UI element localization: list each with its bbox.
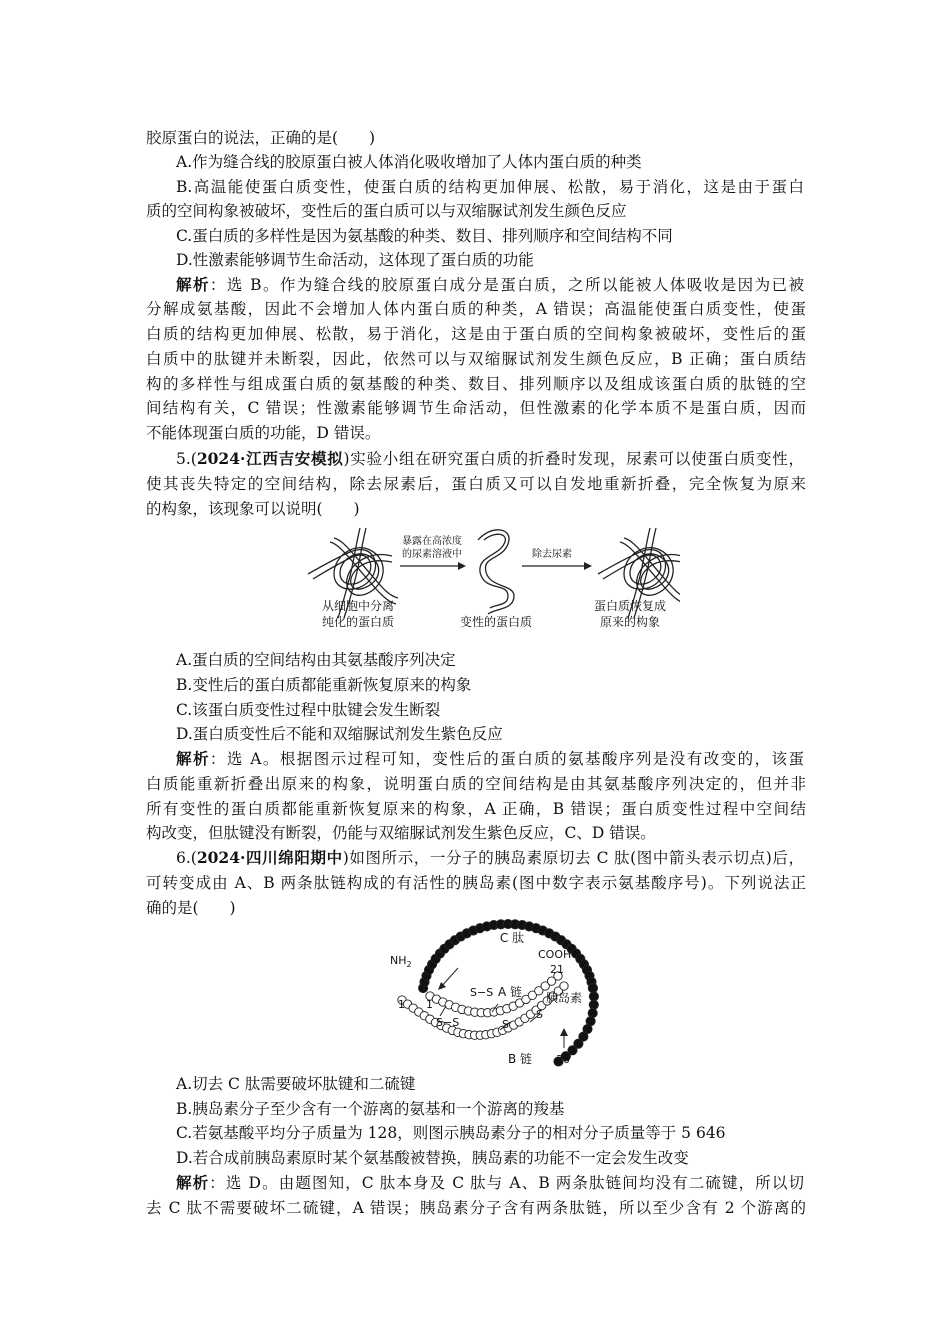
q6-stem-line: 可转变成由 A、B 两条肽链构成的有活性的胰岛素(图中数字表示氨基酸序号)。下列说法正 bbox=[146, 874, 806, 892]
q5-stem-line: 的构象，该现象可以说明( ) bbox=[146, 500, 360, 518]
q5-analysis-line: 构改变，但肽键没有断裂，仍能与双缩脲试剂发生紫色反应，C、D 错误。 bbox=[146, 824, 656, 842]
q5-source: 2024·江西吉安模拟 bbox=[196, 449, 344, 468]
analysis-label: 解析 bbox=[176, 749, 210, 768]
q4-option-b: B.高温能使蛋白质变性，使蛋白质的结构更加伸展、松散，易于消化，这是由于蛋白 bbox=[176, 178, 804, 196]
amino-acid-bead bbox=[589, 1000, 598, 1009]
arrow1-label-2: 的尿素溶液中 bbox=[402, 549, 462, 560]
proinsulin-figure bbox=[380, 918, 620, 1070]
q5-option-a: A.蛋白质的空间结构由其氨基酸序列决定 bbox=[176, 651, 456, 669]
q5-stem-line: 使其丧失特定的空间结构，除去尿素后，蛋白质又可以自发地重新折叠，完全恢复为原来 bbox=[146, 475, 806, 493]
q4-analysis-line: 分解成氨基酸，因此不会增加人体内蛋白质的种类，A 错误；高温能使蛋白质变性，使蛋 bbox=[146, 300, 806, 318]
residue-1-b-label: 1 bbox=[398, 998, 405, 1011]
b-chain-label: B 链 bbox=[508, 1052, 533, 1066]
q5-stem: 5.(2024·江西吉安模拟)实验小组在研究蛋白质的折叠时发现，尿素可以使蛋白质变性， bbox=[176, 449, 804, 468]
q6-option-d: D.若合成前胰岛素原时某个氨基酸被替换，胰岛素的功能不一定会发生改变 bbox=[176, 1149, 689, 1167]
q4-option-d: D.性激素能够调节生命活动，这体现了蛋白质的功能 bbox=[176, 251, 534, 269]
residue-30-label: 30 bbox=[556, 1053, 570, 1066]
arrowhead-1 bbox=[458, 562, 466, 570]
disulfide-label-1: S−S bbox=[470, 986, 494, 999]
q4-analysis-line: 白质中的肽键并未断裂，因此，依然可以与双缩脲试剂发生颜色反应，B 正确；蛋白质结 bbox=[146, 350, 806, 368]
q6-option-b: B.胰岛素分子至少含有一个游离的氨基和一个游离的羧基 bbox=[176, 1100, 565, 1118]
insulin-label: 胰岛素 bbox=[546, 991, 583, 1005]
q5-option-b: B.变性后的蛋白质都能重新恢复原来的构象 bbox=[176, 676, 472, 694]
caption-native-1: 从细胞中分离 bbox=[321, 599, 395, 613]
q6-stem-line: 确的是( ) bbox=[146, 899, 236, 917]
question-stem-continued: 胶原蛋白的说法，正确的是( ) bbox=[146, 129, 376, 147]
q4-option-a: A.作为缝合线的胶原蛋白被人体消化吸收增加了人体内蛋白质的种类 bbox=[176, 153, 642, 171]
q4-analysis-text: ：选 B。作为缝合线的胶原蛋白成分是蛋白质，之所以能被人体吸收是因为已被 bbox=[209, 276, 804, 294]
q4-analysis-line: 间结构有关，C 错误；性激素能够调节生命活动，但性激素的化学本质不是蛋白质，因而 bbox=[146, 399, 806, 417]
arrowhead-2 bbox=[584, 562, 592, 570]
q5-analysis-line: 解析：选 A。根据图示过程可知，变性后的蛋白质的氨基酸序列是没有改变的，该蛋 bbox=[176, 749, 804, 768]
caption-denatured: 变性的蛋白质 bbox=[459, 615, 533, 629]
q4-analysis-line: 构的多样性与组成蛋白质的氨基酸的种类、数目、排列顺序以及组成该蛋白质的肽链的空 bbox=[146, 375, 806, 393]
amino-acid-bead bbox=[560, 982, 568, 990]
q6-source: 2024·四川绵阳期中 bbox=[196, 848, 343, 867]
q4-option-b-cont: 质的空间构象被破坏，变性后的蛋白质可以与双缩脲试剂发生颜色反应 bbox=[146, 202, 627, 220]
q5-option-d: D.蛋白质变性后不能和双缩脲试剂发生紫色反应 bbox=[176, 725, 503, 743]
q6-option-a: A.切去 C 肽需要破坏肽键和二硫键 bbox=[176, 1075, 416, 1093]
arrow2-label: 除去尿素 bbox=[532, 549, 572, 560]
q5-analysis-line: 白质能重新折叠出原来的构象，说明蛋白质的空间结构是由其氨基酸序列决定的，但并非 bbox=[146, 775, 806, 793]
q4-analysis-line: 不能体现蛋白质的功能，D 错误。 bbox=[146, 424, 381, 442]
caption-native-2: 纯化的蛋白质 bbox=[321, 615, 395, 629]
analysis-label: 解析 bbox=[176, 275, 210, 294]
protein-folding-figure bbox=[300, 522, 680, 642]
analysis-label: 解析 bbox=[176, 1173, 210, 1192]
c-peptide-label: C 肽 bbox=[499, 931, 525, 945]
sulfur-label-1: S bbox=[502, 1018, 509, 1031]
residue-1-a-label: 1 bbox=[426, 998, 433, 1011]
q4-analysis-line bbox=[176, 274, 804, 296]
q6-analysis-line: 解析：选 D。由题图知，C 肽本身及 C 肽与 A、B 两条肽链间均没有二硫键，所以切 bbox=[176, 1173, 804, 1192]
amino-acid-bead bbox=[588, 984, 597, 993]
disulfide-label-2: S−S bbox=[436, 1016, 460, 1029]
cooh-label: COOH bbox=[538, 948, 572, 961]
q6-option-c: C.若氨基酸平均分子质量为 128，则图示胰岛素分子的相对分子质量等于 5 646 bbox=[176, 1124, 726, 1142]
a-chain-label: A 链 bbox=[498, 985, 523, 999]
residue-21-label: 21 bbox=[550, 963, 564, 976]
q4-option-c: C.蛋白质的多样性是因为氨基酸的种类、数目、排列顺序和空间结构不同 bbox=[176, 227, 673, 245]
caption-refolded-2: 原来的构象 bbox=[599, 615, 661, 629]
amino-acid-bead bbox=[589, 992, 598, 1001]
nh2-label: $NH_2$ bbox=[390, 954, 412, 969]
sulfur-label-2: S bbox=[536, 1008, 543, 1021]
q5-option-c: C.该蛋白质变性过程中肽键会发生断裂 bbox=[176, 701, 441, 719]
q4-analysis-line: 白质的结构更加伸展、松散，易于消化，这是由于蛋白质的空间构象被破坏，变性后的蛋 bbox=[146, 325, 806, 343]
q5-analysis-line: 所有变性的蛋白质都能重新恢复原来的构象，A 正确，B 错误；蛋白质变性过程中空间结 bbox=[146, 800, 806, 818]
cut-arrowhead-2 bbox=[560, 1028, 568, 1036]
q6-stem: 6.(2024·四川绵阳期中)如图所示，一分子的胰岛素原切去 C 肽(图中箭头表示切点)后， bbox=[176, 848, 804, 867]
caption-refolded-1: 蛋白质恢复成 bbox=[593, 599, 667, 613]
arrow1-label-1: 暴露在高浓度 bbox=[402, 536, 462, 547]
q6-analysis-line: 去 C 肽不需要破坏二硫键，A 错误；胰岛素分子含有两条肽链，所以至少含有 2 个游离的 bbox=[146, 1199, 806, 1217]
denatured-protein-strand bbox=[478, 530, 514, 614]
